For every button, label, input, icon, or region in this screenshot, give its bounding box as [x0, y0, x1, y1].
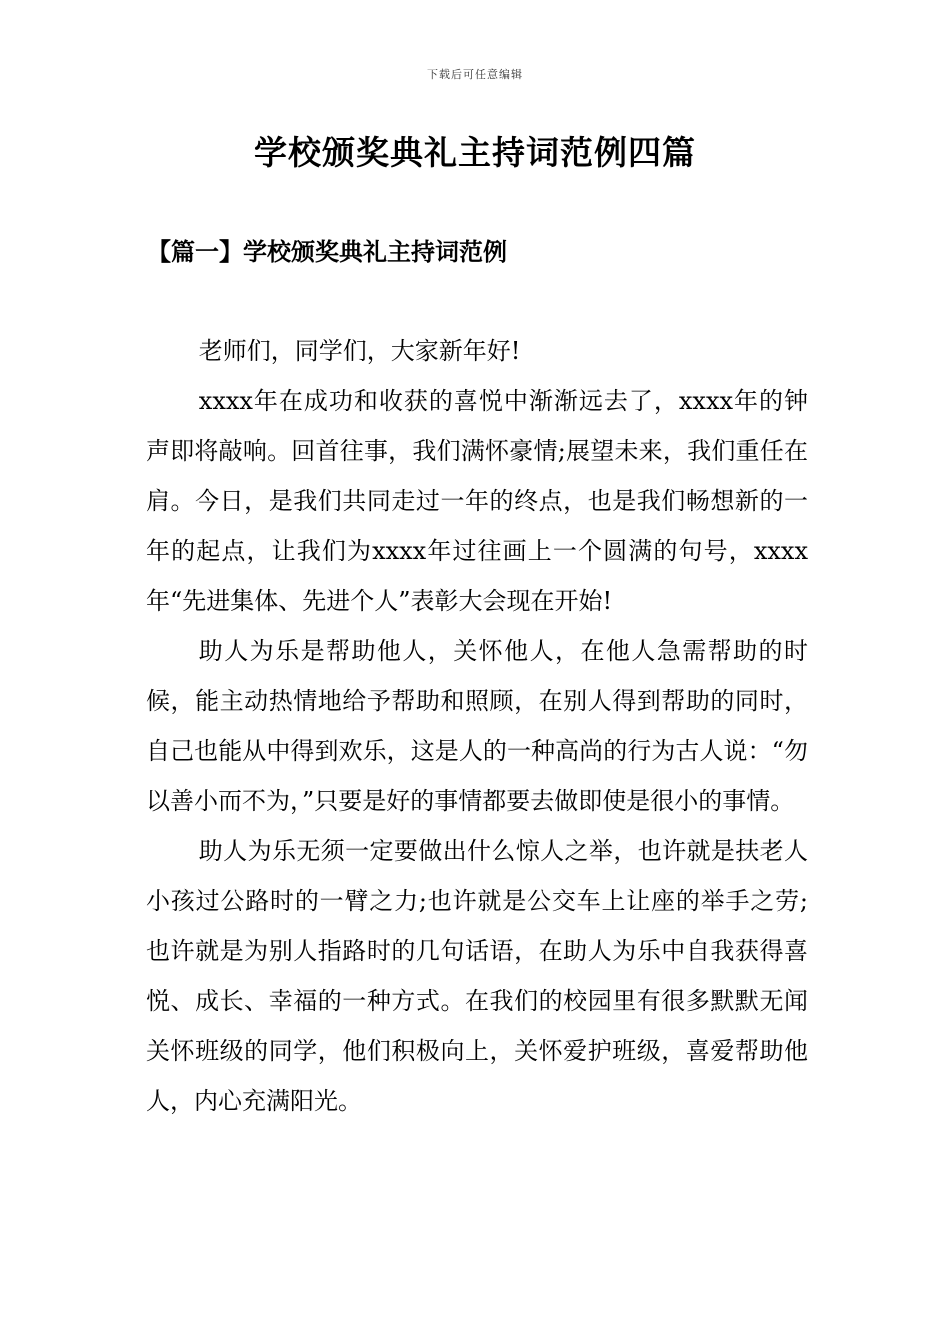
paragraph-opening: xxxx年在成功和收获的喜悦中渐渐远去了，xxxx年的钟声即将敲响。回首往事，我们满怀豪情;展望未来，我们重任在肩。今日，是我们共同走过一年的终点，也是我们畅想新的一年的起点，让我们为xxxx年过往画上一个圆满的句号，xxxx年“先进集体、先进个人”表彰大会现在开始!: [146, 387, 808, 615]
paragraph-greeting: 老师们，同学们，大家新年好!: [198, 337, 521, 365]
section-heading: 【篇一】学校颁奖典礼主持词范例: [147, 237, 507, 266]
header-note: 下载后可任意编辑: [427, 68, 523, 81]
paragraph-small-deeds: 助人为乐无须一定要做出什么惊人之举，也许就是扶老人小孩过公路时的一臂之力;也许就是公交车上让座的举手之劳;也许就是为别人指路时的几句话语，在助人为乐中自我获得喜悦、成长、幸福的一种方式。在我们的校园里有很多默默无闻关怀班级的同学，他们积极向上，关怀爱护班级，喜爱帮助他人，内心充满阳光。: [146, 837, 808, 1115]
paragraph-helping-others: 助人为乐是帮助他人，关怀他人，在他人急需帮助的时候，能主动热情地给予帮助和照顾，在别人得到帮助的同时，自己也能从中得到欢乐，这是人的一种高尚的行为古人说：“勿以善小而不为，”只要是好的事情都要去做即使是很小的事情。: [146, 637, 808, 815]
document-title: 学校颁奖典礼主持词范例四篇: [254, 133, 696, 172]
document-body: [146, 326, 808, 1126]
